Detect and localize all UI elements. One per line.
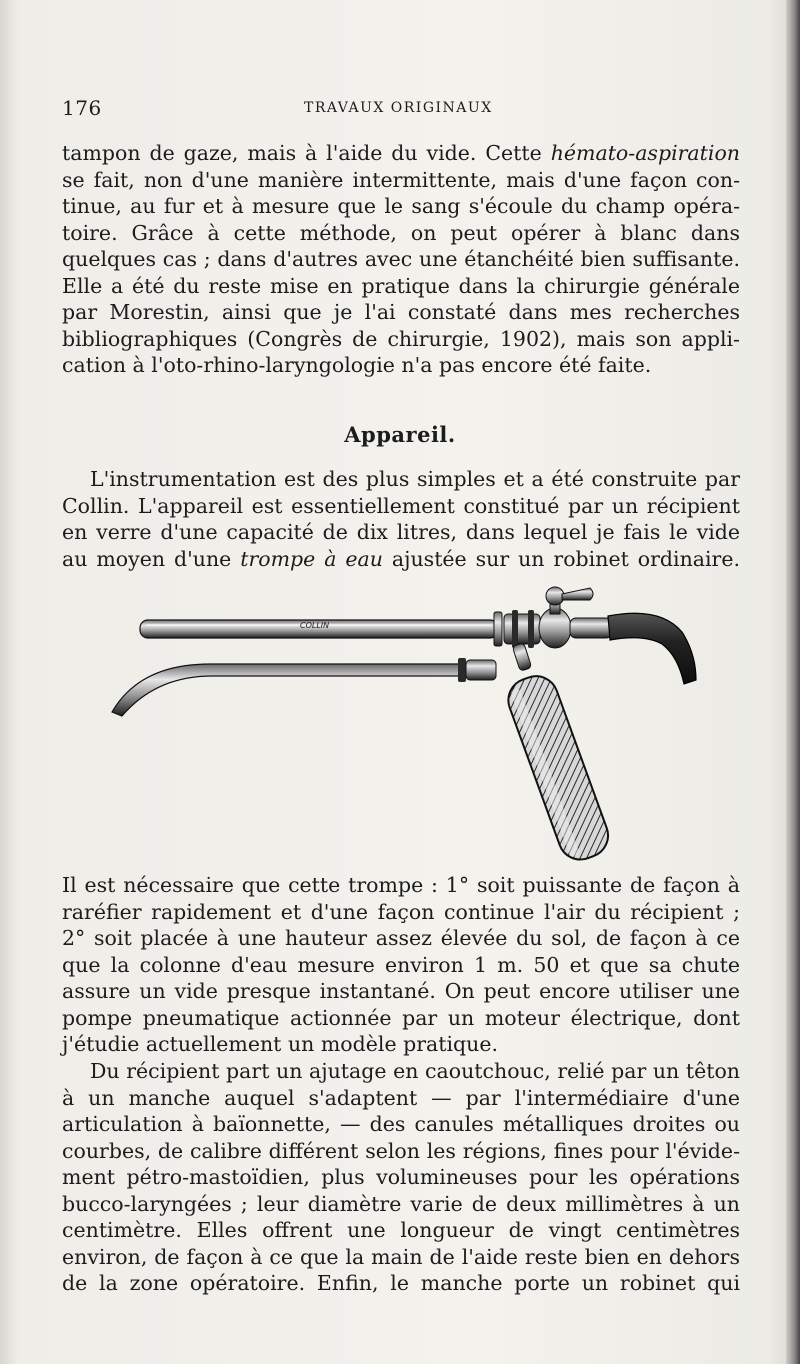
- paragraph-trompe: [62, 872, 740, 1058]
- text-line: assure un vide presque instantané. On peut encore utiliser une: [62, 979, 740, 1003]
- running-title: TRAVAUX ORIGINAUX: [304, 100, 493, 116]
- text-line: pompe pneumatique actionnée par un moteur électrique, dont: [62, 1005, 740, 1030]
- text-line: quelques cas ; dans d'autres avec une étanchéité bien suffisante.: [62, 247, 740, 271]
- text-line: bibliographiques (Congrès de chirurgie, 1902), mais son appli-: [62, 326, 740, 351]
- instrument-engraving: [100, 584, 710, 864]
- text-line: tampon de gaze, mais à l'aide du vide. Cette hémato-aspiration: [62, 141, 740, 165]
- page-header: [62, 96, 742, 126]
- page-edge-shadow: [786, 0, 800, 1364]
- page-number: 176: [62, 96, 102, 120]
- curved-cannula: [112, 658, 496, 716]
- text-line: articulation à baïonnette, — des canules métalliques droites ou: [62, 1112, 740, 1136]
- rubber-tube: [608, 613, 696, 684]
- text-line: L'instrumentation est des plus simples et a été construite par: [90, 467, 740, 491]
- bayonet-joint: [494, 610, 540, 648]
- text-line: de la zone opératoire. Enfin, le manche porte un robinet qui: [62, 1271, 740, 1295]
- text-line: en verre d'une capacité de dix litres, dans lequel je fais le vide: [62, 520, 740, 544]
- section-heading: Appareil.: [344, 422, 456, 447]
- term-hemato-aspiration: hémato-aspiration: [550, 141, 740, 165]
- text-line: centimètre. Elles offrent une longueur de vingt centimètres: [62, 1218, 740, 1242]
- text-line: courbes, de calibre différent selon les régions, fines pour l'évide-: [62, 1138, 740, 1163]
- text-line: Elle a été du reste mise en pratique dans la chirurgie générale: [62, 273, 740, 298]
- text-line: Il est nécessaire que cette trompe : 1° soit puissante de façon à: [62, 873, 740, 897]
- text-line: environ, de façon à ce que la main de l'aide reste bien en dehors: [62, 1244, 740, 1269]
- instrument-illustration: [100, 584, 710, 864]
- straight-cannula: [140, 620, 498, 638]
- text-line: Du récipient part un ajutage en caoutchouc, relié par un têton: [90, 1059, 740, 1083]
- paragraph-recipient: [62, 1058, 740, 1297]
- paragraph-instrumentation: [62, 466, 740, 572]
- text-line: par Morestin, ainsi que je l'ai constaté dans mes recherches: [62, 300, 740, 324]
- text-line: cation à l'oto-rhino-laryngologie n'a pas encore été faite.: [62, 353, 652, 377]
- engraving-text: COLLIN: [300, 621, 330, 630]
- paragraph-intro: [62, 140, 740, 379]
- text-line: à un manche auquel s'adaptent — par l'intermédiaire d'une: [62, 1085, 740, 1110]
- text-line: Collin. L'appareil est essentiellement constitué par un récipient: [62, 493, 740, 518]
- text-line: tinue, au fur et à mesure que le sang s'écoule du champ opéra-: [62, 194, 740, 218]
- text-line: 2° soit placée à une hauteur assez élevée du sol, de façon à ce: [62, 926, 740, 950]
- knurled-handle: [502, 643, 614, 864]
- text-line: se fait, non d'une manière intermittente, mais d'une façon con-: [62, 167, 740, 192]
- text-line: j'étudie actuellement un modèle pratique.: [62, 1032, 499, 1056]
- text-line: raréfier rapidement et d'une façon continue l'air du récipient ;: [62, 899, 740, 924]
- text-line: au moyen d'une trompe à eau ajustée sur un robinet ordinaire.: [62, 546, 740, 571]
- text-line: toire. Grâce à cette méthode, on peut opérer à blanc dans: [62, 220, 740, 245]
- text-line: que la colonne d'eau mesure environ 1 m. 50 et que sa chute: [62, 952, 740, 977]
- text-line: bucco-laryngées ; leur diamètre varie de deux millimètres à un: [62, 1191, 740, 1216]
- term-trompe-a-eau: trompe à eau: [240, 546, 383, 571]
- text-line: ment pétro-mastoïdien, plus volumineuses pour les opérations: [62, 1165, 740, 1189]
